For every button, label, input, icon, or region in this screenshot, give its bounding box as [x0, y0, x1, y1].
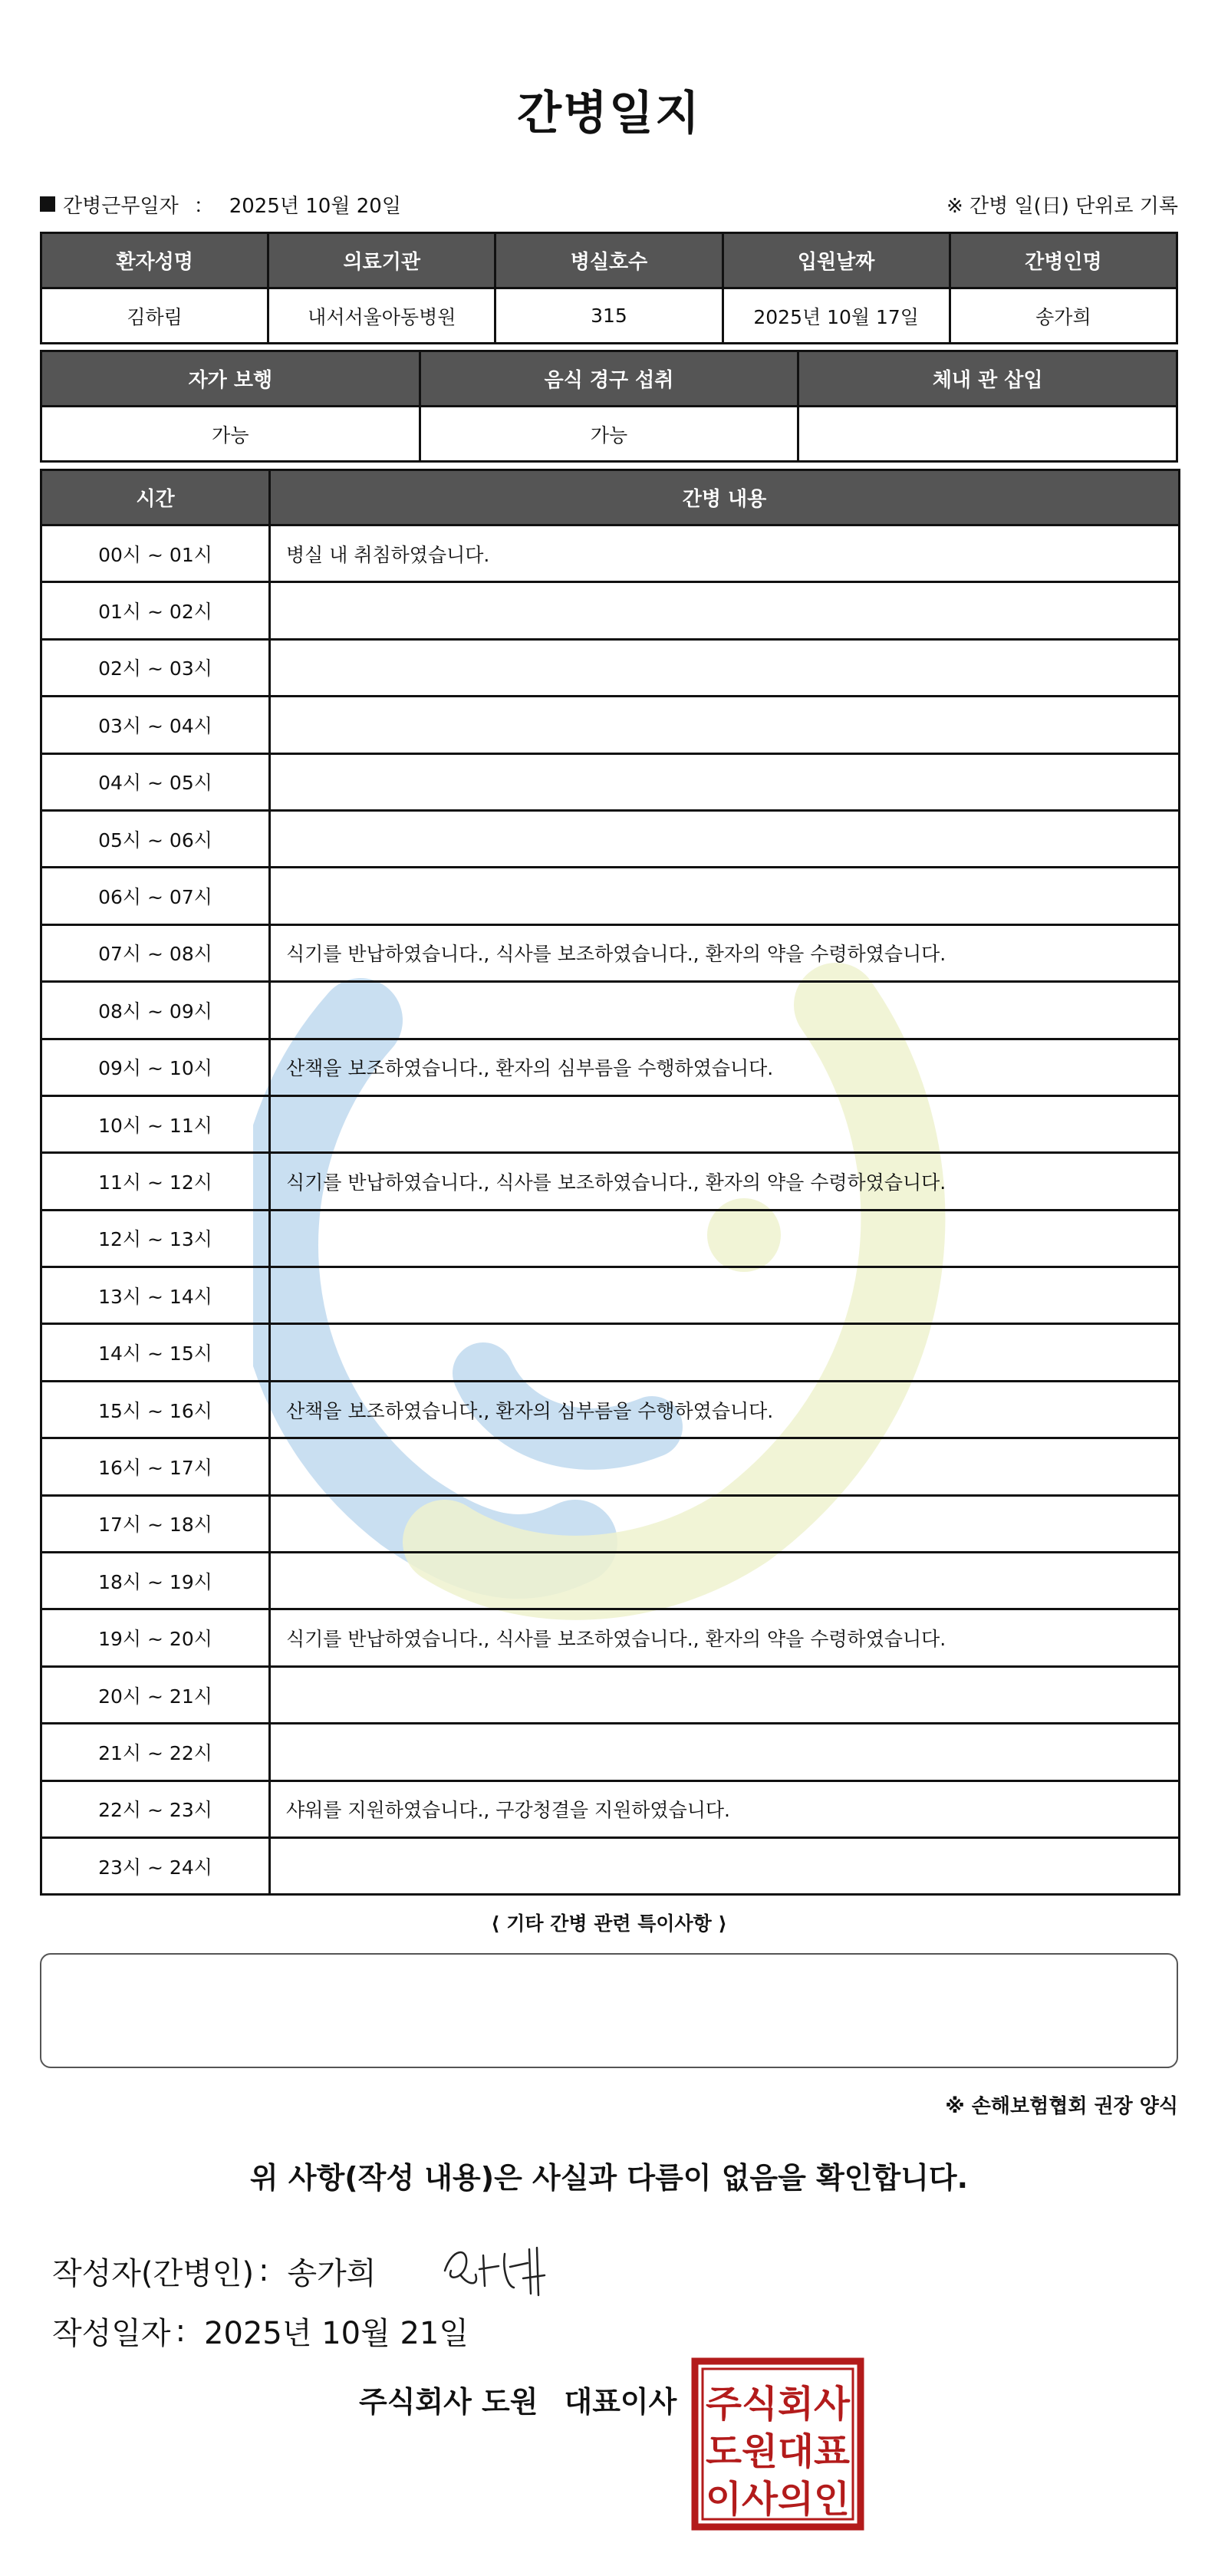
patient-name: 김하림 — [41, 288, 268, 344]
table-row — [41, 1381, 1180, 1438]
care-content-cell — [270, 1438, 1180, 1495]
care-content-cell — [270, 582, 1180, 639]
remarks-box — [40, 1953, 1178, 2068]
written-date-row — [52, 2309, 469, 2353]
table-row — [41, 1553, 1180, 1609]
written-date-colon: : — [175, 2313, 186, 2349]
header-oral-intake: 음식 경구 섭취 — [420, 351, 798, 407]
daily-record-note: ※ 간병 일(日) 단위로 기록 — [946, 194, 1178, 218]
company-name: 주식회사 도원 — [359, 2385, 538, 2419]
signature-icon — [437, 2240, 552, 2301]
time-cell: 03시 ~ 04시 — [41, 697, 270, 753]
patient-status-table — [40, 350, 1178, 463]
work-date — [40, 190, 401, 219]
hospital-name: 내서서울아동병원 — [268, 288, 495, 344]
admission-date: 2025년 10월 17일 — [723, 288, 950, 344]
time-cell: 00시 ~ 01시 — [41, 525, 270, 582]
table-row — [41, 982, 1180, 1039]
care-content-cell — [270, 1210, 1180, 1267]
writer-name: 송가희 — [287, 2255, 377, 2291]
remarks-title: ⟨ 기타 간병 관련 특이사항 ⟩ — [491, 1912, 727, 1935]
status-header-row — [41, 351, 1177, 407]
time-cell: 13시 ~ 14시 — [41, 1267, 270, 1324]
table-row — [41, 1210, 1180, 1267]
table-row — [41, 1039, 1180, 1095]
table-row — [41, 582, 1180, 639]
care-content-cell — [270, 868, 1180, 924]
table-row — [41, 868, 1180, 924]
care-content-cell — [270, 1095, 1180, 1152]
care-content-cell — [270, 1553, 1180, 1609]
meta-row — [40, 190, 1178, 218]
care-content-cell: 식기를 반납하였습니다., 식사를 보조하였습니다., 환자의 약을 수령하였습니다. — [270, 1153, 1180, 1210]
patient-info-table — [40, 232, 1178, 344]
writer-colon: : — [258, 2253, 269, 2288]
care-content-cell — [270, 697, 1180, 753]
table-row — [41, 1780, 1180, 1837]
table-row — [41, 1666, 1180, 1723]
time-cell: 20시 ~ 21시 — [41, 1666, 270, 1723]
care-content-cell — [270, 753, 1180, 810]
care-content-cell — [270, 982, 1180, 1039]
table-row — [41, 1837, 1180, 1894]
company-seal-icon — [690, 2357, 865, 2532]
care-content-cell — [270, 1324, 1180, 1381]
care-log-table — [40, 469, 1180, 1896]
table-row — [41, 810, 1180, 867]
header-tube-insertion: 체내 관 삽입 — [798, 351, 1177, 407]
time-cell: 09시 ~ 10시 — [41, 1039, 270, 1095]
time-cell: 19시 ~ 20시 — [41, 1609, 270, 1666]
work-date-colon: ： — [193, 194, 214, 218]
care-content-cell: 산책을 보조하였습니다., 환자의 심부름을 수행하였습니다. — [270, 1381, 1180, 1438]
recommend-note: ※ 손해보험협회 권장 양식 — [945, 2095, 1178, 2118]
header-patient-name: 환자성명 — [41, 233, 268, 288]
table-row — [41, 1324, 1180, 1381]
table-row — [41, 1438, 1180, 1495]
care-content-cell — [270, 1837, 1180, 1894]
care-content-cell — [270, 1666, 1180, 1723]
header-hospital: 의료기관 — [268, 233, 495, 288]
time-cell: 17시 ~ 18시 — [41, 1495, 270, 1552]
room-number: 315 — [495, 288, 723, 344]
oral-intake-value: 가능 — [420, 407, 798, 462]
patient-value-row — [41, 288, 1177, 344]
time-cell: 21시 ~ 22시 — [41, 1724, 270, 1780]
time-cell: 14시 ~ 15시 — [41, 1324, 270, 1381]
writer-label: 작성자(간병인) — [52, 2255, 255, 2291]
time-cell: 10시 ~ 11시 — [41, 1095, 270, 1152]
table-row — [41, 1267, 1180, 1324]
table-row — [41, 525, 1180, 582]
written-date-value: 2025년 10월 21일 — [204, 2316, 469, 2351]
care-content-cell: 산책을 보조하였습니다., 환자의 심부름을 수행하였습니다. — [270, 1039, 1180, 1095]
time-cell: 15시 ~ 16시 — [41, 1381, 270, 1438]
svg-text:이사의인: 이사의인 — [706, 2478, 850, 2521]
header-admission-date: 입원날짜 — [723, 233, 950, 288]
time-cell: 18시 ~ 19시 — [41, 1553, 270, 1609]
table-row — [41, 1495, 1180, 1552]
self-walking-value: 가능 — [41, 407, 420, 462]
time-cell: 01시 ~ 02시 — [41, 582, 270, 639]
svg-text:도원대표: 도원대표 — [706, 2430, 851, 2473]
patient-header-row — [41, 233, 1177, 288]
care-content-cell — [270, 1724, 1180, 1780]
time-cell: 04시 ~ 05시 — [41, 753, 270, 810]
time-cell: 11시 ~ 12시 — [41, 1153, 270, 1210]
header-self-walking: 자가 보행 — [41, 351, 420, 407]
caregiver-name: 송가희 — [950, 288, 1177, 344]
header-care-content: 간병 내용 — [270, 470, 1180, 525]
work-date-label: 간병근무일자 — [63, 194, 179, 218]
time-cell: 02시 ~ 03시 — [41, 639, 270, 696]
work-date-value: 2025년 10월 20일 — [229, 194, 401, 218]
company-title: 대표이사 — [564, 2385, 677, 2419]
page-title: 간병일지 — [517, 87, 701, 140]
header-time: 시간 — [41, 470, 270, 525]
time-cell: 16시 ~ 17시 — [41, 1438, 270, 1495]
time-cell: 12시 ~ 13시 — [41, 1210, 270, 1267]
header-caregiver-name: 간병인명 — [950, 233, 1177, 288]
svg-text:주식회사: 주식회사 — [706, 2383, 851, 2426]
time-cell: 06시 ~ 07시 — [41, 868, 270, 924]
care-content-cell: 병실 내 취침하였습니다. — [270, 525, 1180, 582]
header-room: 병실호수 — [495, 233, 723, 288]
time-cell: 05시 ~ 06시 — [41, 810, 270, 867]
square-icon — [40, 196, 55, 212]
care-content-cell: 식기를 반납하였습니다., 식사를 보조하였습니다., 환자의 약을 수령하였습니다. — [270, 924, 1180, 981]
confirm-statement: 위 사항(작성 내용)은 사실과 다름이 없음을 확인합니다. — [249, 2161, 969, 2195]
time-cell: 23시 ~ 24시 — [41, 1837, 270, 1894]
table-row — [41, 1609, 1180, 1666]
log-rows — [41, 525, 1180, 1895]
status-value-row — [41, 407, 1177, 462]
company-line — [359, 2378, 676, 2420]
table-row — [41, 924, 1180, 981]
log-header-row — [41, 470, 1180, 525]
care-content-cell: 샤워를 지원하였습니다., 구강청결을 지원하였습니다. — [270, 1780, 1180, 1837]
care-content-cell — [270, 810, 1180, 867]
care-content-cell — [270, 639, 1180, 696]
table-row — [41, 1153, 1180, 1210]
writer-row — [52, 2240, 552, 2301]
care-content-cell — [270, 1267, 1180, 1324]
time-cell: 08시 ~ 09시 — [41, 982, 270, 1039]
table-row — [41, 639, 1180, 696]
written-date-label: 작성일자 — [52, 2316, 171, 2351]
table-row — [41, 753, 1180, 810]
time-cell: 07시 ~ 08시 — [41, 924, 270, 981]
tube-insertion-value — [798, 407, 1177, 462]
care-content-cell: 식기를 반납하였습니다., 식사를 보조하였습니다., 환자의 약을 수령하였습니다. — [270, 1609, 1180, 1666]
care-content-cell — [270, 1495, 1180, 1552]
time-cell: 22시 ~ 23시 — [41, 1780, 270, 1837]
table-row — [41, 1095, 1180, 1152]
table-row — [41, 697, 1180, 753]
table-row — [41, 1724, 1180, 1780]
